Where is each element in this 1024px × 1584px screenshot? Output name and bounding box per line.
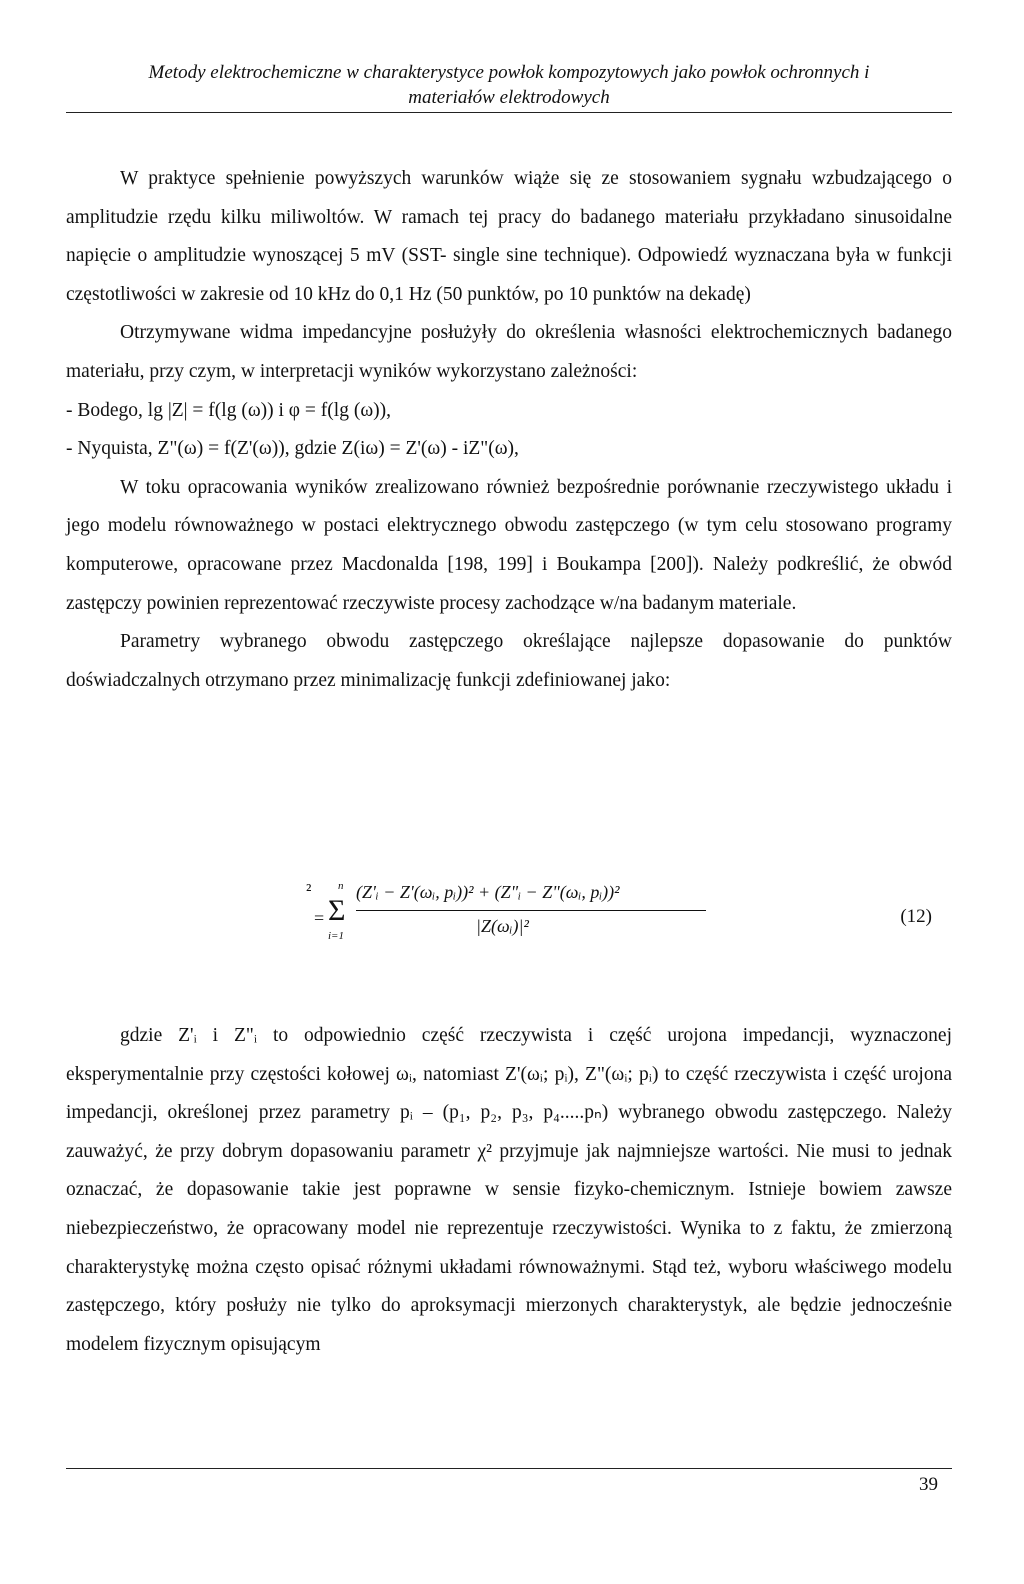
sum-sign: Σ xyxy=(328,894,346,927)
nyquist-item: - Nyquista, Z"(ω) = f(Z'(ω)), gdzie Z(iω) = Z'(ω) - iZ"(ω), xyxy=(66,438,519,460)
formula-denominator: |Z(ωᵢ)|² xyxy=(476,916,529,936)
paragraph-2: Otrzymywane widma impedancyjne posłużyły do określenia własności elektrochemicznych badanego materiału, przy czym, w interpretacji wyników wykorzystano zależności: xyxy=(66,322,952,382)
header-rule xyxy=(66,112,952,113)
main-text-continued xyxy=(66,1017,952,1364)
main-text xyxy=(66,160,952,700)
fraction-bar xyxy=(356,910,706,911)
equation-12 xyxy=(66,880,952,960)
running-header xyxy=(66,60,952,110)
paragraph-4: Parametry wybranego obwodu zastępczego określające najlepsze dopasowanie do punktów doświadczalnych otrzymano przez minimalizację funkcji zdefiniowanej jako: xyxy=(66,631,952,691)
sum-lower-limit: i=1 xyxy=(328,930,344,942)
paragraph-3: W toku opracowania wyników zrealizowano również bezpośrednie porównanie rzeczywistego układu i jego modelu równoważnego w postaci elektrycznego obwodu zastępczego (w tym celu stosowano programy komputerowe, opracowane przez Macdonalda [198, 199] i Boukampa [200]). Należy podkreślić, że obwód zastępczy powinien reprezentować rzeczywiste procesy zachodzące w/na badanym materiale. xyxy=(66,476,952,614)
running-header-line2: materiałów elektrodowych xyxy=(408,87,610,108)
formula-equals: = xyxy=(314,908,325,928)
running-header-line1: Metody elektrochemiczne w charakterystyce powłok kompozytowych jako powłok ochronnych i xyxy=(148,62,870,83)
footer-rule xyxy=(66,1468,952,1469)
equation-number: (12) xyxy=(900,906,932,927)
paragraph-5: gdzie Z'ᵢ i Z"ᵢ to odpowiednio część rzeczywista i część urojona impedancji, wyznaczonej eksperymentalnie przy częstości kołowej ωᵢ, natomiast Z'(ωᵢ; pᵢ), Z"(ωᵢ; pᵢ) to część rzeczywista i część urojona impedancji, określonej przez parametry pᵢ – (p₁, p₂, p₃, p₄.....pₙ) wybranego obwodu zastępczego. Należy zauważyć, że przy dobrym dopasowaniu parametr χ² przyjmuje jak najmniejsze wartości. Nie musi to jednak oznaczać, że dopasowanie takie jest poprawne w sensie fizyko-chemicznym. Istnieje bowiem zawsze niebezpieczeństwo, że opracowany model nie reprezentuje rzeczywistości. Wynika to z faktu, że zmierzoną charakterystykę można często opisać różnymi układami równoważnymi. Stąd też, wyboru właściwego modelu zastępczego, który posłuży nie tylko do aproksymacji mierzonych charakterystyk, ale będzie jednocześnie modelem fizycznym opisującym xyxy=(66,1025,952,1355)
bode-item: - Bodego, lg |Z| = f(lg (ω)) i φ = f(lg (ω)), xyxy=(66,399,392,421)
formula-lhs: ² xyxy=(306,880,312,900)
paragraph-1: W praktyce spełnienie powyższych warunków wiąże się ze stosowaniem sygnału wzbudzającego o amplitudzie rzędu kilku miliwoltów. W ramach tej pracy do badanego materiału przykładano sinusoidalne napięcie o amplitudzie wynoszącej 5 mV (SST- single sine technique). Odpowiedź wyznaczana była w funkcji częstotliwości w zakresie od 10 kHz do 0,1 Hz (50 punktów, po 10 punktów na dekadę) xyxy=(66,168,952,305)
page-number: 39 xyxy=(919,1474,938,1495)
formula-numerator: (Z'ᵢ − Z'(ωᵢ, pᵢ))² + (Z"ᵢ − Z"(ωᵢ, pᵢ))² xyxy=(356,882,620,902)
sum-upper-limit: n xyxy=(338,880,344,892)
